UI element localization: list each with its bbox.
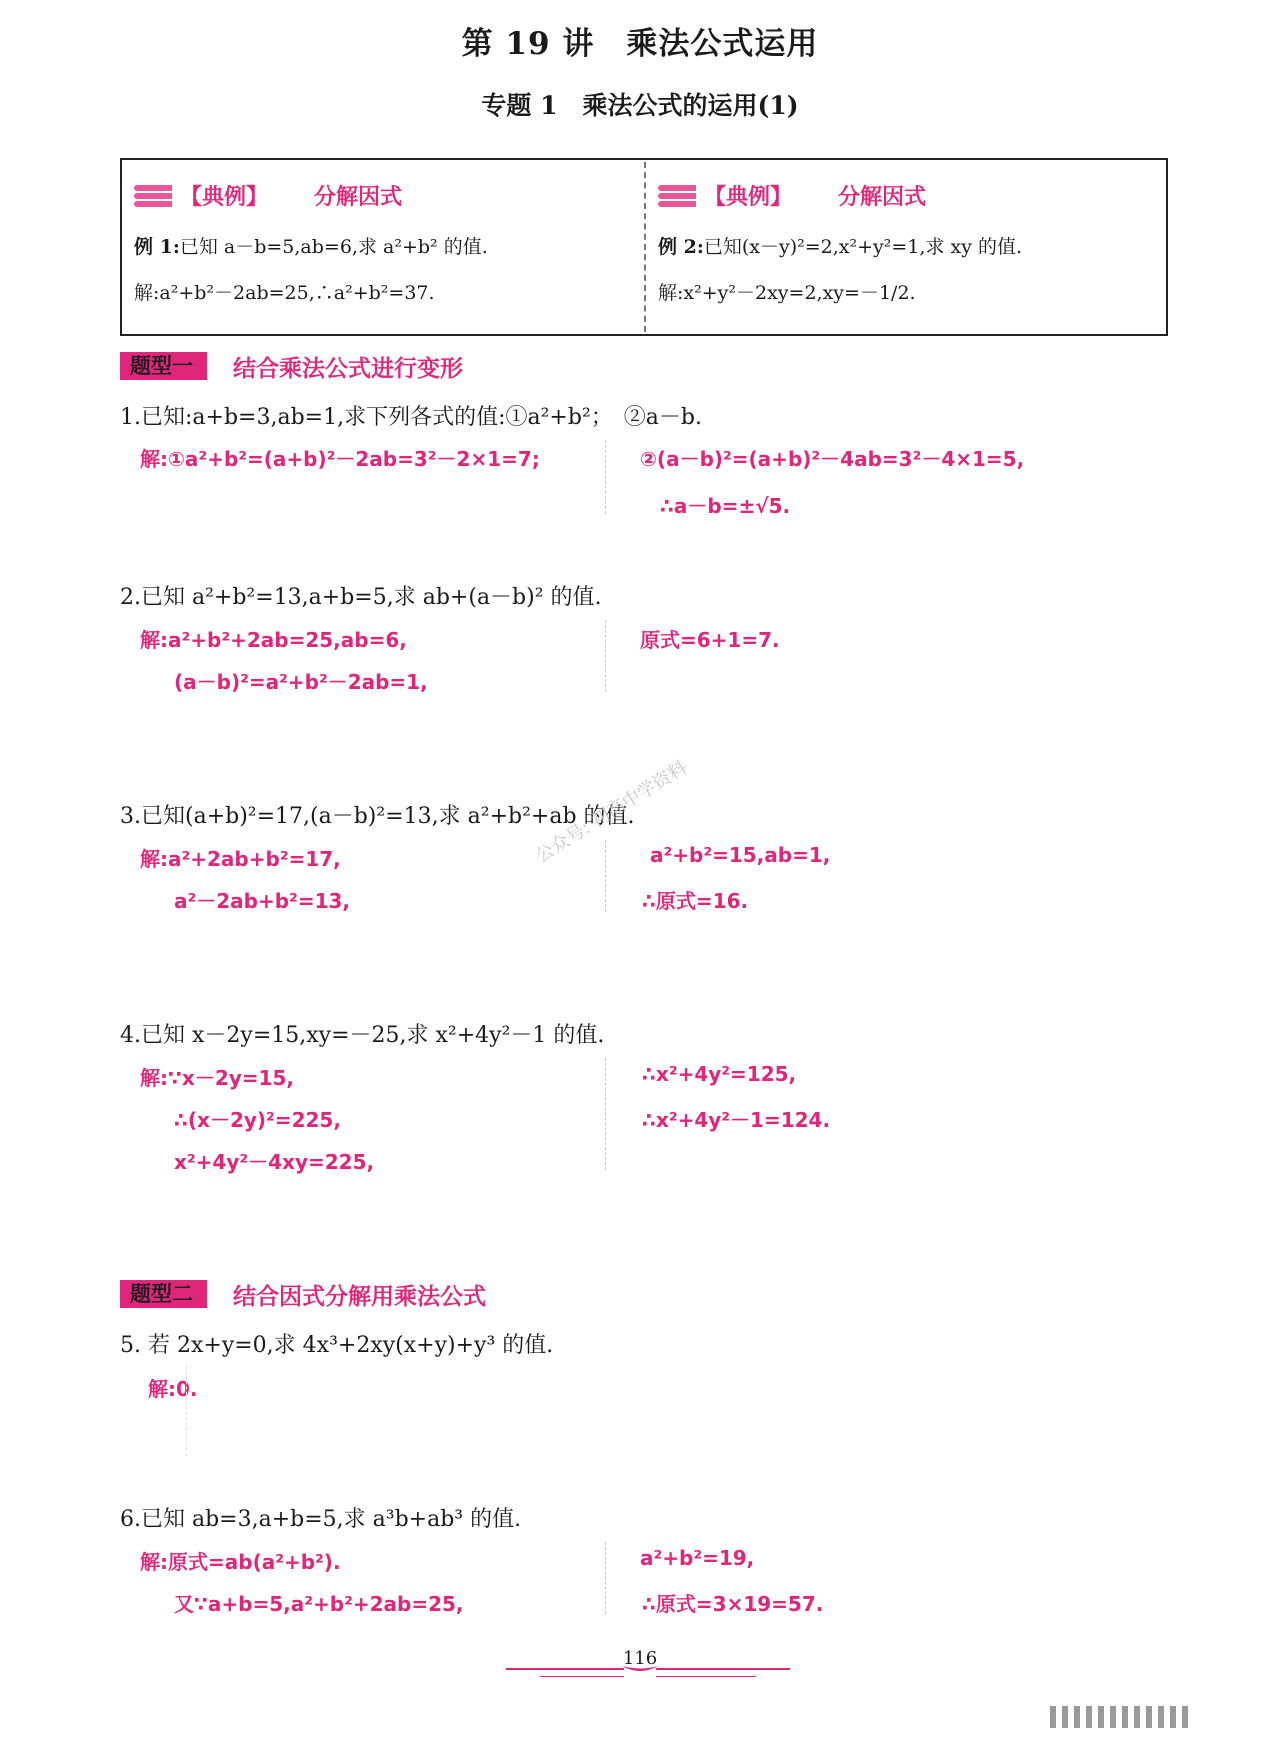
section-title: 结合乘法公式进行变形	[233, 354, 463, 382]
example-box	[120, 158, 1168, 336]
answer-line: 又∵a+b=5,a²+b²+2ab=25,	[174, 1592, 464, 1616]
example-2-header	[658, 180, 926, 211]
answer-line: ∴原式=16.	[642, 889, 749, 913]
answer-line: 解:0.	[148, 1377, 198, 1401]
answer-divider	[605, 620, 606, 692]
example-2	[654, 160, 1174, 334]
section-tag: 题型一	[120, 352, 207, 380]
page-title: 第 19 讲 乘法公式运用	[461, 26, 819, 62]
footer-rule-right	[656, 1668, 790, 1670]
answer-divider	[605, 840, 606, 912]
answer-divider	[605, 1542, 606, 1614]
footer-rule-left-2	[540, 1676, 624, 1677]
answer-line: ∴a－b=±√5.	[660, 494, 791, 518]
question-1: 1.已知:a+b=3,ab=1,求下列各式的值:①a²+b²； ②a－b.	[120, 405, 702, 430]
footer-rule-left	[506, 1668, 624, 1670]
answer-line: 解:原式=ab(a²+b²).	[140, 1550, 341, 1574]
answer-divider	[186, 1366, 187, 1456]
footer-ornament-icon	[620, 1664, 660, 1674]
example-1	[130, 160, 650, 334]
page-number: 116	[622, 1648, 658, 1669]
example-label: 例 2:	[658, 236, 704, 258]
example-divider	[644, 162, 646, 332]
answer-line: ∴x²+4y²=125,	[642, 1062, 797, 1086]
answer-line: a²+b²=15,ab=1,	[650, 843, 831, 867]
section-title: 结合因式分解用乘法公式	[233, 1282, 486, 1310]
page-subtitle: 专题 1 乘法公式的运用(1)	[481, 91, 799, 120]
answer-line: ∴(x－2y)²=225,	[174, 1108, 341, 1132]
example-1-problem: 例 1:已知 a－b=5,ab=6,求 a²+b² 的值.	[134, 236, 488, 258]
example-tag: 【典例】	[704, 184, 793, 210]
watermark: 公众号: 初高中学资料	[532, 757, 691, 868]
books-icon	[658, 181, 698, 211]
answer-line: (a－b)²=a²+b²－2ab=1,	[174, 670, 428, 694]
question-4: 4.已知 x－2y=15,xy=－25,求 x²+4y²－1 的值.	[120, 1023, 605, 1048]
answer-line: 解:a²+2ab+b²=17,	[140, 847, 341, 871]
answer-line: 解:∵x－2y=15,	[140, 1066, 294, 1090]
answer-line: 解:①a²+b²=(a+b)²－2ab=3²－2×1=7;	[140, 447, 540, 471]
example-1-header	[134, 180, 402, 211]
answer-line: a²+b²=19,	[640, 1546, 755, 1570]
answer-divider	[605, 440, 606, 514]
answer-line: ∴x²+4y²－1=124.	[642, 1108, 831, 1132]
example-label: 例 1:	[134, 236, 180, 258]
question-5: 5. 若 2x+y=0,求 4x³+2xy(x+y)+y³ 的值.	[120, 1333, 554, 1358]
answer-line: x²+4y²－4xy=225,	[174, 1150, 375, 1174]
section-header-1	[120, 352, 463, 380]
answer-line: a²－2ab+b²=13,	[174, 889, 351, 913]
example-tag: 【典例】	[180, 184, 269, 210]
answer-line: ②(a－b)²=(a+b)²－4ab=3²－4×1=5,	[640, 447, 1025, 471]
example-topic: 分解因式	[838, 184, 927, 210]
example-2-problem: 例 2:已知(x－y)²=2,x²+y²=1,求 xy 的值.	[658, 236, 1023, 258]
question-6: 6.已知 ab=3,a+b=5,求 a³b+ab³ 的值.	[120, 1507, 522, 1532]
example-topic: 分解因式	[314, 184, 403, 210]
section-header-2	[120, 1280, 486, 1308]
question-2: 2.已知 a²+b²=13,a+b=5,求 ab+(a－b)² 的值.	[120, 585, 602, 610]
answer-line: 解:a²+b²+2ab=25,ab=6,	[140, 628, 407, 652]
question-3: 3.已知(a+b)²=17,(a－b)²=13,求 a²+b²+ab 的值.	[120, 804, 635, 829]
footer-rule-right-2	[656, 1676, 756, 1677]
answer-divider	[605, 1058, 606, 1170]
example-2-solution: 解:x²+y²－2xy=2,xy=－1/2.	[658, 282, 916, 304]
example-1-solution: 解:a²+b²－2ab=25,∴a²+b²=37.	[134, 282, 435, 304]
books-icon	[134, 181, 174, 211]
section-tag: 题型二	[120, 1280, 207, 1308]
answer-line: ∴原式=3×19=57.	[642, 1592, 824, 1616]
barcode-icon	[1050, 1706, 1194, 1728]
answer-line: 原式=6+1=7.	[640, 628, 780, 652]
